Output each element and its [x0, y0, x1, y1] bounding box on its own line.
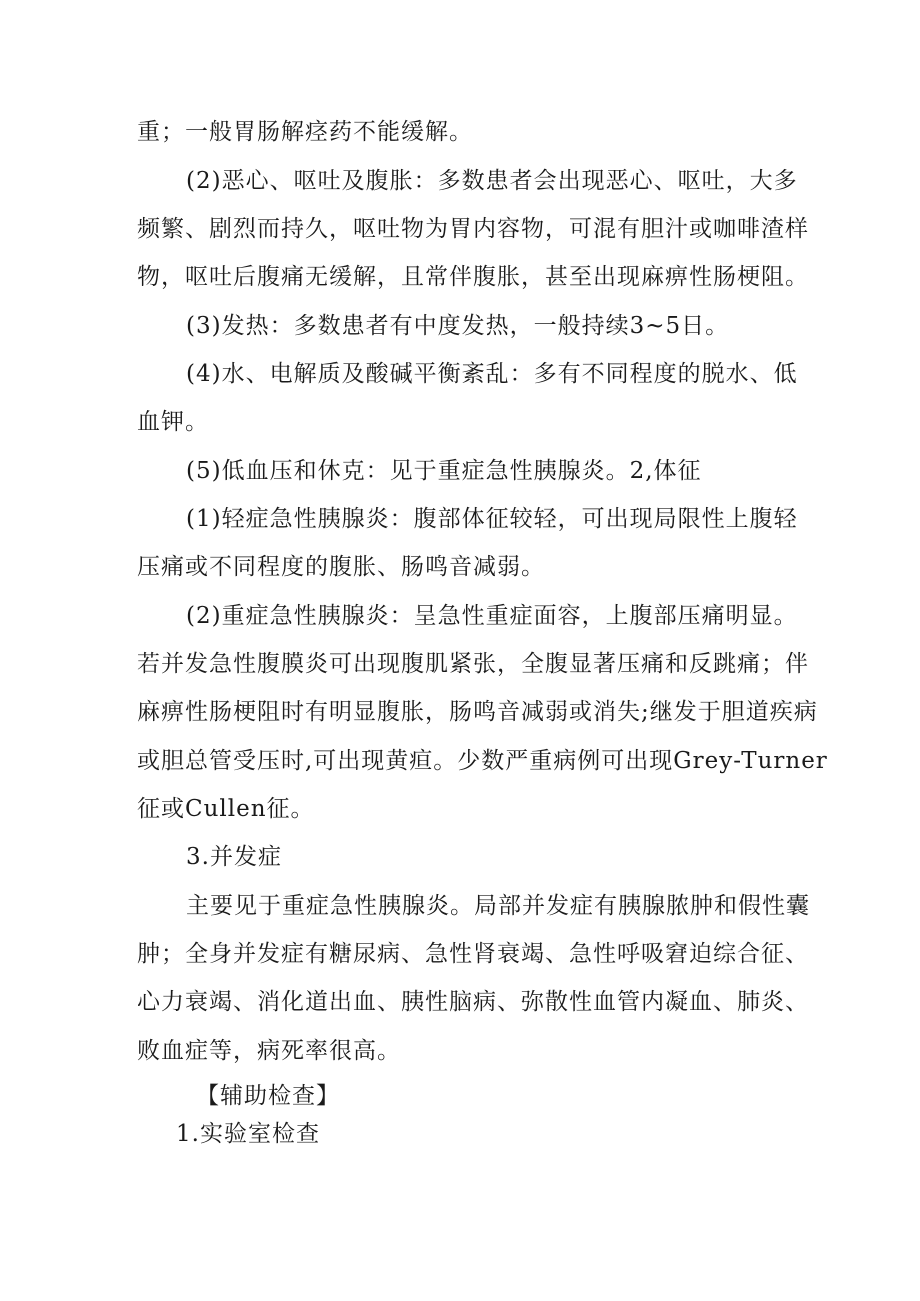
text-line: 征或Cullen征。	[137, 796, 315, 822]
text-line: 麻痹性肠梗阻时有明显腹胀，肠鸣音减弱或消失;继发于胆道疾病	[137, 699, 818, 725]
text-line: 血钾。	[137, 409, 209, 435]
text-line: 频繁、剧烈而持久，呕吐物为胃内容物，可混有胆汁或咖啡渣样	[137, 216, 809, 242]
text-line: 心力衰竭、消化道出血、胰性脑病、弥散性血管内凝血、肺炎、	[137, 989, 809, 1015]
text-line: 肿；全身并发症有糖尿病、急性肾衰竭、急性呼吸窘迫综合征、	[137, 941, 809, 967]
text-line: 败血症等，病死率很高。	[137, 1038, 401, 1064]
text-line: 或胆总管受压时,可出现黄疸。少数严重病例可出现Grey-Turner	[137, 748, 828, 774]
section-heading: 【辅助检查】	[196, 1083, 340, 1109]
text-line: (2)恶心、呕吐及腹胀：多数患者会出现恶心、呕吐，大多	[186, 168, 798, 194]
text-line: (3)发热：多数患者有中度发热，一般持续3~5日。	[186, 313, 730, 339]
text-line: 物，呕吐后腹痛无缓解，且常伴腹胀，甚至出现麻痹性肠梗阻。	[137, 264, 809, 290]
text-line: (2)重症急性胰腺炎：呈急性重症面容，上腹部压痛明显。	[186, 603, 798, 629]
section-heading: 3.并发症	[186, 844, 282, 870]
text-line: 重；一般胃肠解痉药不能缓解。	[137, 119, 473, 145]
section-heading: 1.实验室检查	[176, 1121, 320, 1147]
text-line: (5)低血压和休克：见于重症急性胰腺炎。2,体征	[186, 458, 702, 484]
text-line: (4)水、电解质及酸碱平衡紊乱：多有不同程度的脱水、低	[186, 361, 798, 387]
text-line: 压痛或不同程度的腹胀、肠鸣音减弱。	[137, 554, 545, 580]
text-line: 主要见于重症急性胰腺炎。局部并发症有胰腺脓肿和假性囊	[186, 893, 810, 919]
text-line: (1)轻症急性胰腺炎：腹部体征较轻，可出现局限性上腹轻	[186, 506, 798, 532]
text-line: 若并发急性腹膜炎可出现腹肌紧张，全腹显著压痛和反跳痛；伴	[137, 651, 809, 677]
